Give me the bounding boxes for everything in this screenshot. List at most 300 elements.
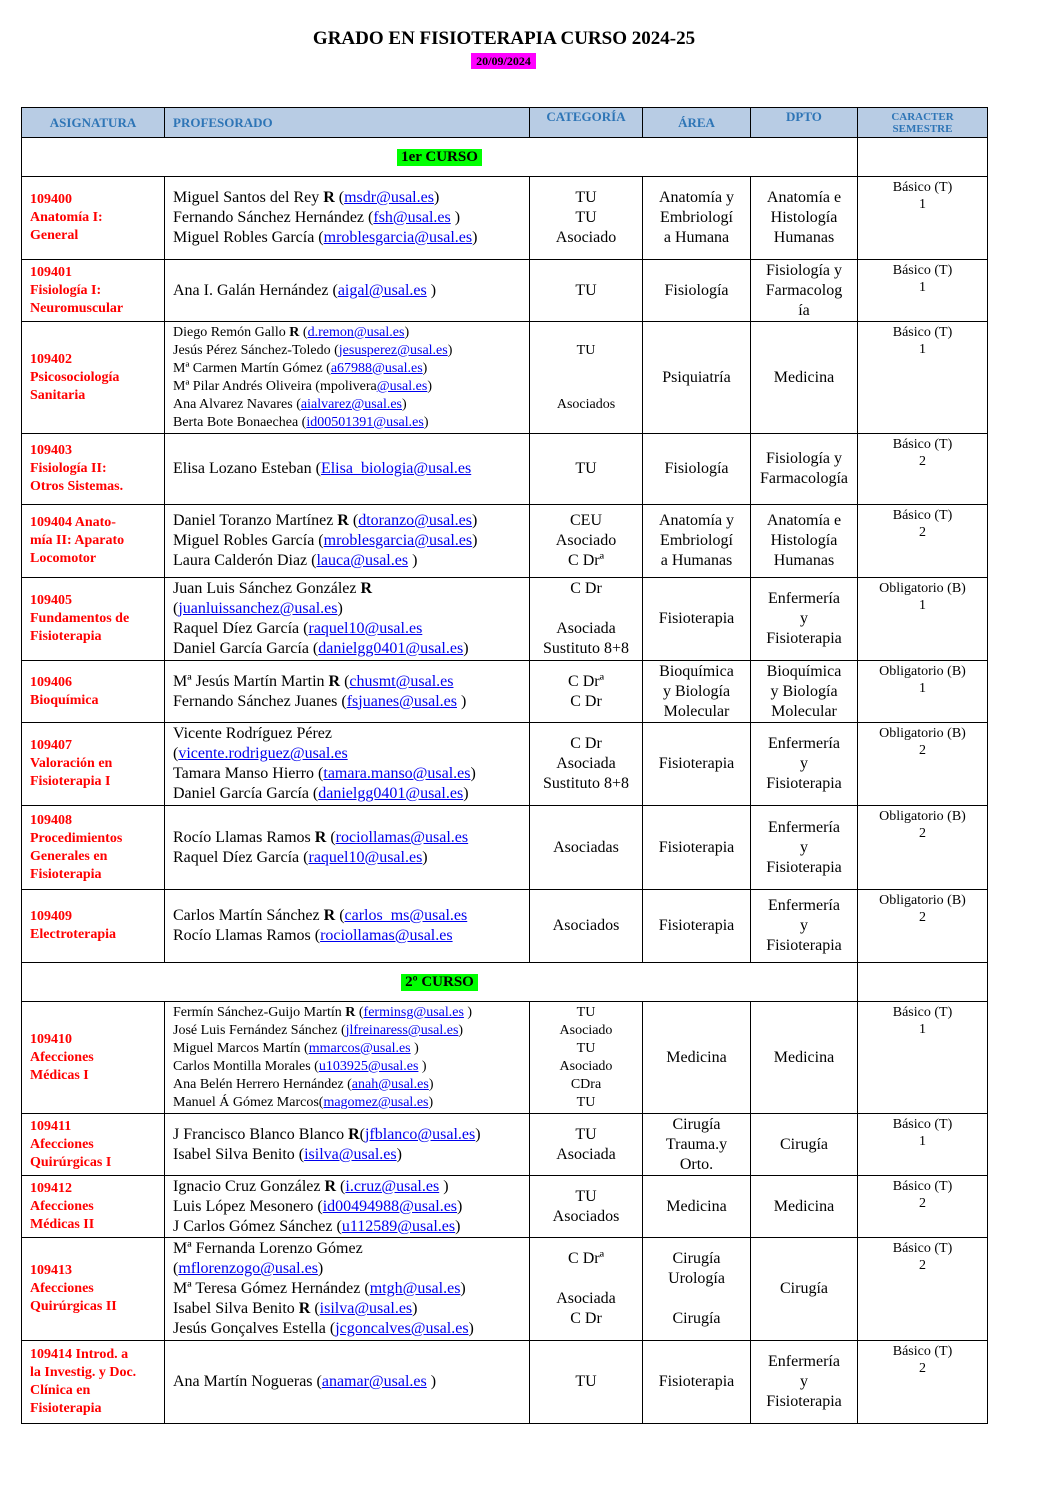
- professor-name: Luis López Mesonero (: [173, 1197, 323, 1215]
- paren: ): [463, 1004, 473, 1020]
- paren: ): [418, 1058, 427, 1074]
- subject-line: General: [30, 228, 79, 243]
- email-link[interactable]: d.remon@usal.es: [307, 324, 405, 340]
- category-cell: [530, 322, 643, 434]
- professor-name: Vicente Rodríguez Pérez: [173, 725, 332, 742]
- subject-line: Médicas I: [30, 1067, 89, 1083]
- caracter-line: 2: [919, 910, 926, 925]
- professor-name: Carlos Montilla Morales (: [173, 1058, 319, 1074]
- professor-name: Daniel García García (: [173, 785, 319, 802]
- email-link[interactable]: anamar@usal.es: [321, 1373, 427, 1390]
- paren: ): [447, 342, 453, 358]
- category-cell: [530, 1002, 643, 1114]
- caracter-cell: [858, 890, 988, 963]
- dpto-line: Humanas: [773, 552, 835, 569]
- paren: (: [326, 828, 336, 846]
- caracter-cell: [858, 578, 988, 661]
- caracter-line: Obligatorio (B): [879, 664, 966, 679]
- area-cell: [643, 1238, 751, 1341]
- professors-cell: [165, 322, 530, 434]
- professor-line: [173, 1177, 529, 1197]
- subject-line: Electroterapia: [30, 927, 117, 942]
- professor-line: [173, 1197, 529, 1217]
- professor-name: Diego Remón Gallo: [173, 324, 290, 340]
- area-line: Fisioterapia: [658, 610, 735, 627]
- dpto-line: Histología: [770, 532, 838, 549]
- dpto-line: Anatomía e: [766, 512, 842, 529]
- dpto-cell: [751, 723, 858, 806]
- table-row: [22, 434, 988, 505]
- paren: ): [422, 360, 428, 376]
- subject-cell: [22, 322, 165, 434]
- email-link[interactable]: Elisa_biologia@usal.es: [320, 460, 472, 477]
- caracter-line: Básico (T): [892, 1117, 953, 1132]
- dpto-line: Enfermería: [768, 590, 840, 607]
- area-cell: [643, 177, 751, 260]
- email-link[interactable]: lauca@usal.es: [316, 552, 409, 569]
- category-line: Asociada: [556, 1145, 616, 1163]
- subject-cell: [22, 434, 165, 505]
- paren: ): [456, 692, 467, 710]
- email-link[interactable]: mmarcos@usal.es: [308, 1040, 411, 1056]
- email-link[interactable]: i.cruz@usal.es: [345, 1177, 440, 1195]
- subject-line: Afecciones: [30, 1281, 94, 1296]
- professor-line: [173, 599, 529, 619]
- category-line: TU: [575, 1373, 597, 1390]
- course-label: 1er CURSO: [397, 149, 482, 166]
- dpto-line: Fisiología y: [765, 450, 842, 467]
- col-dpto: DPTO: [751, 108, 858, 138]
- caracter-line: 2: [919, 1196, 926, 1211]
- paren: ): [428, 1094, 434, 1110]
- professor-line: [173, 281, 529, 301]
- responsible-mark: R: [289, 324, 300, 340]
- professor-name: (: [173, 600, 179, 617]
- category-line: Asociados: [552, 917, 620, 934]
- category-line: Asociado: [559, 1022, 613, 1038]
- dpto-cell: [751, 1238, 858, 1341]
- professor-line: [173, 579, 529, 599]
- area-line: Fisioterapia: [658, 1373, 735, 1390]
- document-title: GRADO EN FISIOTERAPIA CURSO 2024-25: [312, 28, 696, 49]
- dpto-line: Enfermería: [768, 1353, 840, 1370]
- professors-cell: [165, 1002, 530, 1114]
- category-line: TU: [576, 342, 596, 358]
- table-row: [22, 1114, 988, 1176]
- paren: ): [450, 209, 461, 226]
- dpto-line: Medicina: [773, 1048, 835, 1066]
- professor-name: Miguel Robles García (: [173, 532, 324, 549]
- dpto-line: y: [800, 917, 808, 934]
- caracter-cell: [858, 1341, 988, 1424]
- professors-cell: [165, 1176, 530, 1238]
- email-link[interactable]: tamara.manso@usal.es: [323, 765, 471, 782]
- category-line: Asociadas: [553, 838, 619, 856]
- area-cell: [643, 434, 751, 505]
- subject-line: 109414 Introd. a: [30, 1347, 129, 1362]
- category-line: C Dr: [570, 580, 602, 597]
- email-link[interactable]: danielgg0401@usal.es: [318, 640, 464, 657]
- responsible-mark: R: [345, 1004, 356, 1020]
- email-link[interactable]: rociollamas@usal.es: [320, 927, 453, 944]
- area-cell: [643, 260, 751, 322]
- table-row: [22, 1238, 988, 1341]
- dpto-line: y: [800, 755, 808, 772]
- professors-cell: [165, 260, 530, 322]
- dpto-line: Molecular: [771, 702, 837, 720]
- dpto-line: Enfermería: [768, 897, 840, 914]
- area-cell: [643, 890, 751, 963]
- email-link[interactable]: carlos_ms@usal.es: [344, 907, 468, 924]
- responsible-mark: R: [360, 580, 373, 597]
- paren: ): [433, 189, 440, 206]
- subject-line: Anatomía I:: [30, 210, 103, 225]
- area-line: a Humanas: [660, 552, 733, 569]
- category-line: Asociada: [556, 1290, 616, 1307]
- professor-line: [173, 724, 529, 744]
- professors-cell: [165, 890, 530, 963]
- dpto-line: y Biología: [770, 682, 838, 700]
- email-link[interactable]: fsh@usal.es: [373, 209, 451, 226]
- professor-name: Mª Jesús Martín Martin: [173, 672, 329, 690]
- email-link[interactable]: juanluissanchez@usal.es: [178, 600, 338, 617]
- caracter-cell: [858, 1176, 988, 1238]
- dpto-cell: [751, 260, 858, 322]
- table-body: [22, 138, 988, 1424]
- paren: ): [427, 378, 432, 394]
- caracter-cell: [858, 1238, 988, 1341]
- professor-name: Ana I. Galán Hernández (: [173, 281, 338, 299]
- caracter-line: Obligatorio (B): [879, 581, 966, 596]
- category-cell: [530, 578, 643, 661]
- area-line: Fisioterapia: [658, 838, 735, 856]
- email-link[interactable]: vicente.rodriguez@usal.es: [178, 745, 348, 762]
- category-line: C Dr: [570, 735, 602, 752]
- caracter-line: Básico (T): [892, 508, 953, 523]
- dpto-cell: [751, 578, 858, 661]
- caracter-line: Básico (T): [892, 325, 953, 340]
- email-link[interactable]: a67988@usal.es: [330, 360, 423, 376]
- dpto-line: y: [800, 838, 808, 856]
- professors-cell: [165, 505, 530, 578]
- professor-name: Miguel Santos del Rey: [173, 189, 324, 206]
- category-line: Asociados: [552, 1207, 620, 1225]
- email-link[interactable]: danielgg0401@usal.es: [318, 785, 464, 802]
- professor-name: Mª Carmen Martín Gómez (: [173, 360, 331, 376]
- subject-cell: [22, 806, 165, 890]
- subject-cell: [22, 260, 165, 322]
- paren: ): [470, 765, 476, 782]
- area-line: Embriologí: [660, 532, 733, 549]
- email-link[interactable]: fsjuanes@usal.es: [346, 692, 457, 710]
- dpto-line: y: [800, 1373, 808, 1390]
- dpto-line: Fisioterapia: [766, 937, 842, 954]
- dpto-line: Fisioterapia: [766, 1393, 842, 1410]
- paren: ): [410, 1040, 419, 1056]
- professor-line: [173, 1022, 529, 1040]
- email-link[interactable]: id00501391@usal.es: [306, 414, 424, 430]
- email-link[interactable]: @usal.es: [376, 378, 428, 394]
- email-link[interactable]: aigal@usal.es: [337, 281, 427, 299]
- category-line: Asociado: [555, 532, 617, 549]
- col-categoria: CATEGORÍA: [530, 108, 643, 138]
- email-link[interactable]: jlfreinaress@usal.es: [345, 1022, 459, 1038]
- category-line: C Drª: [568, 552, 604, 569]
- paren: ): [337, 600, 343, 617]
- email-link[interactable]: magomez@usal.es: [323, 1094, 429, 1110]
- subject-line: Quirúrgicas II: [30, 1299, 117, 1314]
- course-cell: [22, 963, 858, 1002]
- area-line: [643, 1289, 750, 1309]
- category-line: TU: [575, 460, 597, 477]
- paren: ): [426, 281, 437, 299]
- dpto-line: Farmacología: [760, 470, 848, 487]
- email-link[interactable]: isilva@usal.es: [304, 1145, 397, 1163]
- professor-line: [173, 208, 529, 228]
- dpto-line: y: [800, 610, 808, 627]
- paren: (: [348, 512, 359, 529]
- professor-name: Tamara Manso Hierro (: [173, 765, 324, 782]
- subject-line: la Investig. y Doc.: [30, 1365, 137, 1380]
- dpto-cell: [751, 1114, 858, 1176]
- dpto-line: Cirugía: [780, 1135, 828, 1153]
- table-row: [22, 890, 988, 963]
- dpto-cell: [751, 1002, 858, 1114]
- professor-line: [173, 1239, 529, 1259]
- professor-line: [173, 926, 529, 946]
- caracter-line: Básico (T): [892, 1241, 953, 1256]
- subject-line: 109410: [30, 1031, 72, 1047]
- subject-cell: [22, 1002, 165, 1114]
- professor-name: Mª Pilar Andrés Oliveira (mpolivera: [173, 378, 377, 394]
- subject-line: Otros Sistemas.: [30, 479, 124, 494]
- subject-line: 109400: [30, 192, 72, 207]
- dpto-line: Medicina: [773, 368, 835, 386]
- category-cell: [530, 1114, 643, 1176]
- area-line: Bioquímica: [659, 662, 734, 680]
- subject-line: Fisioterapia: [30, 629, 102, 644]
- professor-line: [173, 1279, 529, 1299]
- professor-line: [173, 551, 529, 571]
- caracter-cell: [858, 434, 988, 505]
- course-empty-cell: [858, 963, 988, 1002]
- category-line: [530, 378, 642, 396]
- dpto-line: ía: [798, 301, 810, 319]
- subject-line: 109408: [30, 812, 72, 828]
- email-link[interactable]: mroblesgarcia@usal.es: [323, 229, 473, 246]
- professor-name: Ana Belén Herrero Hernández (: [173, 1076, 352, 1092]
- professor-name: Manuel Á Gómez Marcos(: [173, 1094, 324, 1110]
- email-link[interactable]: rociollamas@usal.es: [335, 828, 469, 846]
- professor-name: Elisa Lozano Esteban (: [173, 460, 321, 477]
- professor-line: [173, 764, 529, 784]
- area-line: Anatomía y: [658, 512, 735, 529]
- email-link[interactable]: aialvarez@usal.es: [300, 396, 403, 412]
- paren: ): [472, 229, 478, 246]
- category-line: TU: [575, 189, 597, 206]
- professor-line: [173, 228, 529, 248]
- email-link[interactable]: id00494988@usal.es: [322, 1197, 458, 1215]
- professor-name: Isabel Silva Benito (: [173, 1145, 305, 1163]
- email-link[interactable]: jesusperez@usal.es: [338, 342, 448, 358]
- subject-line: Locomotor: [30, 551, 97, 566]
- email-link[interactable]: mflorenzogo@usal.es: [178, 1260, 318, 1277]
- caracter-line: Básico (T): [892, 437, 953, 452]
- professor-line: [173, 692, 529, 712]
- category-line: CDra: [570, 1076, 602, 1092]
- subject-line: 109404 Anato-: [30, 515, 116, 530]
- table-row: [22, 1341, 988, 1424]
- paren: ): [472, 512, 478, 529]
- area-line: Medicina: [666, 1048, 727, 1066]
- professors-cell: [165, 723, 530, 806]
- email-link[interactable]: ferminsg@usal.es: [363, 1004, 464, 1020]
- professor-line: [173, 639, 529, 659]
- email-link[interactable]: msdr@usal.es: [344, 189, 434, 206]
- email-link[interactable]: u112589@usal.es: [341, 1217, 456, 1235]
- professor-name: Laura Calderón Diaz (: [173, 552, 317, 569]
- paren: ): [404, 324, 410, 340]
- professor-line: [173, 1319, 529, 1339]
- email-link[interactable]: anah@usal.es: [351, 1076, 429, 1092]
- professor-line: [173, 342, 529, 360]
- paren: ): [426, 1373, 437, 1390]
- email-link[interactable]: raquel10@usal.es: [308, 848, 423, 866]
- subject-line: Fisioterapia: [30, 866, 102, 882]
- dpto-line: Fisioterapia: [766, 775, 842, 792]
- table-row: [22, 1002, 988, 1114]
- paren: (: [355, 1004, 364, 1020]
- responsible-mark: R: [337, 512, 349, 529]
- caracter-line: 1: [919, 197, 926, 212]
- professor-name: J Carlos Gómez Sánchez (: [173, 1217, 342, 1235]
- category-line: Asociado: [555, 229, 617, 246]
- professor-name: Raquel Díez García (: [173, 620, 309, 637]
- professor-line: [173, 1372, 529, 1392]
- professor-line: [173, 1058, 529, 1076]
- responsible-mark: R: [323, 189, 335, 206]
- email-link[interactable]: mroblesgarcia@usal.es: [323, 532, 473, 549]
- caracter-cell: [858, 661, 988, 723]
- professor-name: Jesús Pérez Sánchez-Toledo (: [173, 342, 339, 358]
- area-line: Fisioterapia: [658, 755, 735, 772]
- category-line: C Drª: [568, 1250, 604, 1267]
- subject-line: Neuromuscular: [30, 300, 124, 316]
- course-label: 2º CURSO: [401, 974, 478, 991]
- professor-name: Rocío Llamas Ramos (: [173, 927, 321, 944]
- email-link[interactable]: chusmt@usal.es: [349, 672, 454, 690]
- table-row: [22, 1176, 988, 1238]
- category-line: Asociado: [559, 1058, 613, 1074]
- paren: (: [336, 1177, 346, 1195]
- dpto-line: Anatomía e: [766, 189, 842, 206]
- professor-name: Isabel Silva Benito: [173, 1300, 299, 1317]
- area-line: Cirugía: [672, 1115, 721, 1133]
- area-cell: [643, 1176, 751, 1238]
- dpto-line: Medicina: [773, 1197, 835, 1215]
- paren: (: [334, 189, 345, 206]
- email-link[interactable]: dtoranzo@usal.es: [358, 512, 472, 529]
- dpto-line: Fisioterapia: [766, 858, 842, 876]
- category-line: CEU: [570, 512, 602, 529]
- email-link[interactable]: mtgh@usal.es: [369, 1280, 461, 1297]
- table-row: [22, 322, 988, 434]
- professor-name: (: [173, 1260, 179, 1277]
- table-row: [22, 177, 988, 260]
- category-cell: [530, 434, 643, 505]
- email-link[interactable]: jcgoncalves@usal.es: [335, 1320, 469, 1337]
- area-cell: [643, 322, 751, 434]
- professor-name: Ana Martín Nogueras (: [173, 1373, 322, 1390]
- professor-name: Miguel Marcos Martín (: [173, 1040, 309, 1056]
- area-line: Anatomía y: [658, 189, 735, 206]
- subject-line: Quirúrgicas I: [30, 1154, 112, 1170]
- paren: ): [428, 1076, 434, 1092]
- col-caracter: CARACTER: [891, 110, 954, 123]
- category-line: C Dr: [570, 692, 602, 710]
- paren: ): [422, 848, 428, 866]
- caracter-cell: [858, 322, 988, 434]
- subject-cell: [22, 505, 165, 578]
- professor-name: Carlos Martín Sánchez: [173, 907, 324, 924]
- dpto-cell: [751, 1341, 858, 1424]
- caracter-cell: [858, 1114, 988, 1176]
- professor-line: [173, 1217, 529, 1237]
- professor-name: Fernando Sánchez Juanes (: [173, 692, 347, 710]
- paren: ): [455, 1217, 461, 1235]
- email-link[interactable]: raquel10@usal.es: [308, 620, 423, 637]
- professor-line: [173, 828, 529, 848]
- area-line: Urología: [668, 1270, 725, 1287]
- professor-line: [173, 459, 529, 479]
- table-row: [22, 505, 988, 578]
- caracter-line: 1: [919, 598, 926, 613]
- col-asignatura: ASIGNATURA: [22, 108, 165, 138]
- professor-name: Mª Teresa Gómez Hernández (: [173, 1280, 370, 1297]
- email-link[interactable]: isilva@usal.es: [319, 1300, 413, 1317]
- professors-cell: [165, 1114, 530, 1176]
- paren: (: [359, 1125, 365, 1143]
- category-line: Sustituto 8+8: [543, 775, 629, 792]
- email-link[interactable]: jfblanco@usal.es: [364, 1125, 476, 1143]
- course-row: [22, 963, 988, 1002]
- category-line: Sustituto 8+8: [543, 640, 629, 657]
- col-area: ÁREA: [643, 108, 751, 138]
- area-cell: [643, 1114, 751, 1176]
- category-cell: [530, 1238, 643, 1341]
- subject-line: 109413: [30, 1263, 72, 1278]
- dpto-line: Cirugía: [780, 1280, 828, 1297]
- subject-line: 109406: [30, 674, 72, 690]
- area-cell: [643, 661, 751, 723]
- area-line: Cirugía: [672, 1250, 721, 1267]
- professor-name: Fernando Sánchez Hernández (: [173, 209, 374, 226]
- professor-line: [173, 511, 529, 531]
- subject-cell: [22, 723, 165, 806]
- category-cell: [530, 806, 643, 890]
- dpto-cell: [751, 505, 858, 578]
- category-line: TU: [575, 1187, 597, 1205]
- caracter-line: 1: [919, 280, 926, 295]
- paren: ): [468, 1320, 474, 1337]
- professors-cell: [165, 434, 530, 505]
- category-cell: [530, 260, 643, 322]
- caracter-cell: [858, 177, 988, 260]
- email-link[interactable]: u103925@usal.es: [318, 1058, 419, 1074]
- dpto-cell: [751, 1176, 858, 1238]
- professor-name: Rocío Llamas Ramos: [173, 828, 315, 846]
- subject-line: Fisioterapia: [30, 1401, 102, 1416]
